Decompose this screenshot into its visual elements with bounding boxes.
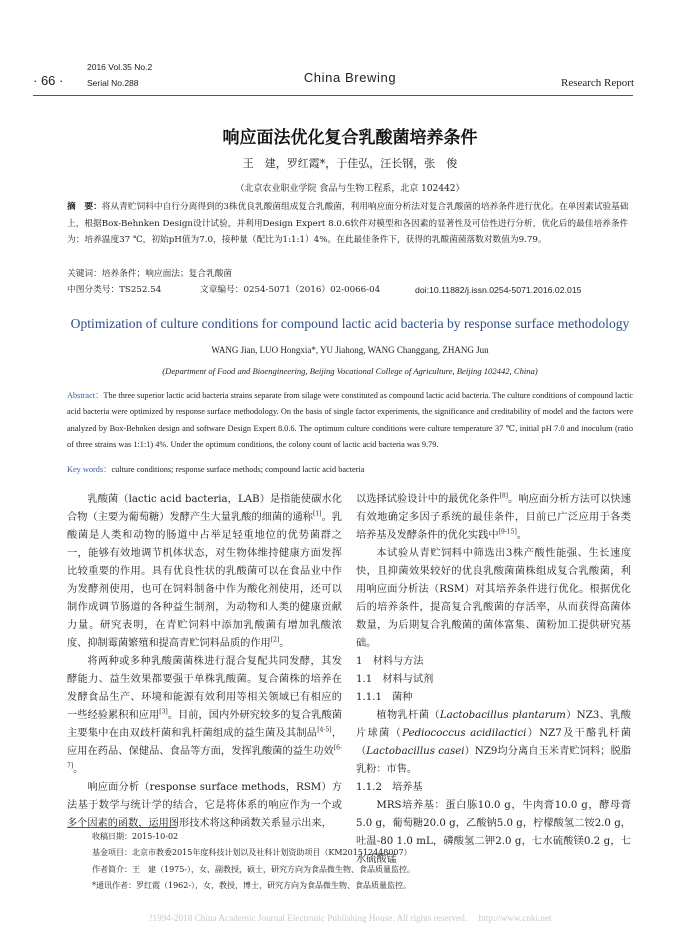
serial-info: Serial No.288 (87, 78, 139, 88)
copyright-watermark: ?1994-2018 China Academic Journal Electronic Publishing House. All rights reserved. http://www.cnki.net (148, 913, 552, 923)
keywords-cn-label: 关键词： (67, 269, 102, 279)
footnote-divider (67, 827, 177, 828)
subsection-heading: 1.1 材料与试剂 (356, 674, 434, 685)
header-divider (33, 95, 633, 96)
abstract-en-text: The three superior lactic acid bacteria strains separate from silage were constituted as compound lactic acid bacteria. The culture conditions of compound lactic acid bacteria were optimized by response surface methodology. On the basis of single factor experiments, the significance and creditability of model and the factors were analyzed by Box-Behnken design and software Design Expert 8.0.6. The optimum culture conditions were culture temperature 37 ℃, initial pH 7.0 and inoculum (ratio of three strains was 1:1:1) 4%. Under the optimum conditions, the colony count of lactic acid bacteria was 9.79. (67, 391, 634, 449)
keywords-en (67, 463, 633, 475)
abstract-cn-label: 摘 要： (67, 202, 102, 212)
keywords-cn-text: 培养条件；响应面法；复合乳酸菌 (101, 269, 233, 279)
footnote-author: 作者简介：王 建（1975-），女，副教授，硕士，研究方向为食品微生物、食品质量监控。 (92, 864, 416, 874)
footnote-corresponding: *通讯作者：罗红霞（1962-），女，教授，博士，研究方向为食品微生物、食品质量监控。 (92, 880, 412, 890)
citation: [8] (499, 492, 508, 500)
affiliation-cn: （北京农业职业学院 食品与生物工程系，北京 102442） (235, 184, 465, 194)
article-title-cn: 响应面法优化复合乳酸菌培养条件 (222, 128, 478, 148)
article-title-en: Optimization of culture conditions for compound lactic acid bacteria by response surface methodology (70, 316, 630, 331)
citation: [6-7] (67, 744, 342, 770)
citation: [3] (159, 708, 168, 716)
subsubsection-heading: 1.1.1 菌种 (356, 692, 413, 703)
body-paragraph: 以选择试验设计中的最优化条件[8]。响应面分析方法可以快速有效地确定多因子系统的最佳条件，目前已广泛应用于各类培养基及发酵条件的优化实践中[9-15]。 (356, 492, 631, 541)
section-label: Research Report (561, 77, 634, 89)
footnote-funding: 基金项目：北京市教委2015年度科技计划以及社科计划资助项目（KM201512448007） (92, 848, 412, 858)
article-code: 文章编号：0254-5071（2016）02-0066-04 (200, 285, 381, 295)
body-paragraph: 乳酸菌（lactic acid bacteria，LAB）是指能使碳水化合物（主要为葡萄糖）发酵产生大量乳酸的细菌的通称[1]。乳酸菌是人类和动物的肠道中占举足轻重地位的优势菌群之一，能够有效地调节机体状态，对生物体维持健康方面发挥比较重要的作用。具有优良性状的乳酸菌可以在食品业中作为发酵剂使用，也可在饲料制备中作为酸化剂使用，还可以制作成调节肠道的各种益生制剂，为动物和人类的健康贡献力量。研究表明，在青贮饲料中添加乳酸菌有增加乳酸浓度、抑制霉菌繁殖和提高青贮饲料品质的作用[2]。 (67, 494, 342, 649)
journal-name: China Brewing (303, 70, 397, 85)
page-number: · 66 · (33, 73, 64, 88)
clc-number: 中图分类号：TS252.54 (67, 285, 162, 295)
abstract-en (67, 388, 633, 453)
volume-info: 2016 Vol.35 No.2 (87, 62, 153, 72)
footnotes (92, 829, 612, 894)
section-heading: 1 材料与方法 (356, 656, 424, 667)
abstract-cn-text: 将从青贮饲料中自行分离得到的3株优良乳酸菌组成复合乳酸菌，利用响应面分析法对复合乳酸菌的培养条件进行优化。在单因素试验基础上，根据Box-Behnken Design设计试验，并利用Design Expert 8.0.6软件对模型和各因素的显著性及可信性进行分析，优化后的最佳培养条件为：培养温度37 ℃，初始pH值为7.0，接种量（配比为1:1:1）4%。在此最佳条件下，获得的乳酸菌菌落数对数值为9.79。 (67, 202, 629, 245)
affiliation-en: (Department of Food and Bioengineering, Beijing Vocational College of Agriculture, Beijing 102442, China) (162, 366, 538, 376)
citation: [1] (313, 510, 322, 518)
footnote-received: 收稿日期：2015-10-02 (92, 832, 179, 841)
body-paragraph: 植物乳杆菌（Lactobacillus plantarum）NZ3、乳酸片球菌（Pediococcus acidilactici）NZ7及干酪乳杆菌（Lactobacillus casei）NZ9均分离自玉米青贮饲料；脱脂乳粉：市售。 (356, 710, 631, 775)
body-paragraph: 本试验从青贮饲料中筛选出3株产酸性能强、生长速度快，且抑菌效果较好的优良乳酸菌菌株组成复合乳酸菌，利用响应面分析法（RSM）对其培养条件进行优化。根据优化后的培养条件，提高复合乳酸菌的存活率，从而获得高菌体数量，为后期复合乳酸菌的菌体富集、菌粉加工提供研究基础。 (356, 548, 631, 649)
abstract-cn (67, 199, 633, 249)
body-column-left (67, 491, 342, 833)
classification-row (67, 282, 633, 298)
citation: [9-15] (498, 528, 517, 536)
authors-cn: 王 建，罗红霞*，于佳弘，汪长钢，张 俊 (242, 157, 458, 170)
keywords-en-label: Key words： (67, 465, 112, 474)
keywords-cn (67, 266, 633, 283)
subsubsection-heading: 1.1.2 培养基 (356, 782, 423, 793)
body-paragraph: 响应面分析（response surface methods，RSM）方法基于数学与统计学的结合，它是将体系的响应作为一个或多个因素的函数，运用图形技术将这种函数关系显示出来， (67, 782, 342, 829)
authors-en: WANG Jian, LUO Hongxia*, YU Jiahong, WANG Changgang, ZHANG Jun (211, 345, 489, 355)
body-paragraph: 将两种或多种乳酸菌菌株进行混合复配共同发酵，其发酵能力、益生效果都要强于单株乳酸菌。复合菌株的培养在发酵食品生产、环境和能源有效利用等相关领域已有相应的一些经验累积和应用[3]。目前，国内外研究较多的复合乳酸菌主要集中在由双歧杆菌和乳杆菌组成的益生菌及其制品[4-5]，应用在药品、保健品、食品等方面，发挥乳酸菌的益生功效[6-7]。 (67, 656, 343, 775)
body-column-right (356, 491, 631, 869)
citation: [4-5] (317, 726, 332, 734)
doi: doi:10.11882/j.issn.0254-5071.2016.02.015 (415, 285, 582, 295)
body-paragraph: MRS培养基：蛋白胨10.0 g，牛肉膏10.0 g，酵母膏5.0 g，葡萄糖20.0 g，乙酸钠5.0 g，柠檬酸氢二铵2.0 g，吐温-80 1.0 mL，磷酸氢二钾2.0 g，七水硫酸镁0.2 g，七水硫酸锰 (356, 800, 631, 865)
keywords-en-text: culture conditions; response surface methods; compound lactic acid bacteria (111, 465, 365, 474)
citation: [2] (270, 636, 280, 644)
abstract-en-label: Abstract： (67, 391, 104, 400)
